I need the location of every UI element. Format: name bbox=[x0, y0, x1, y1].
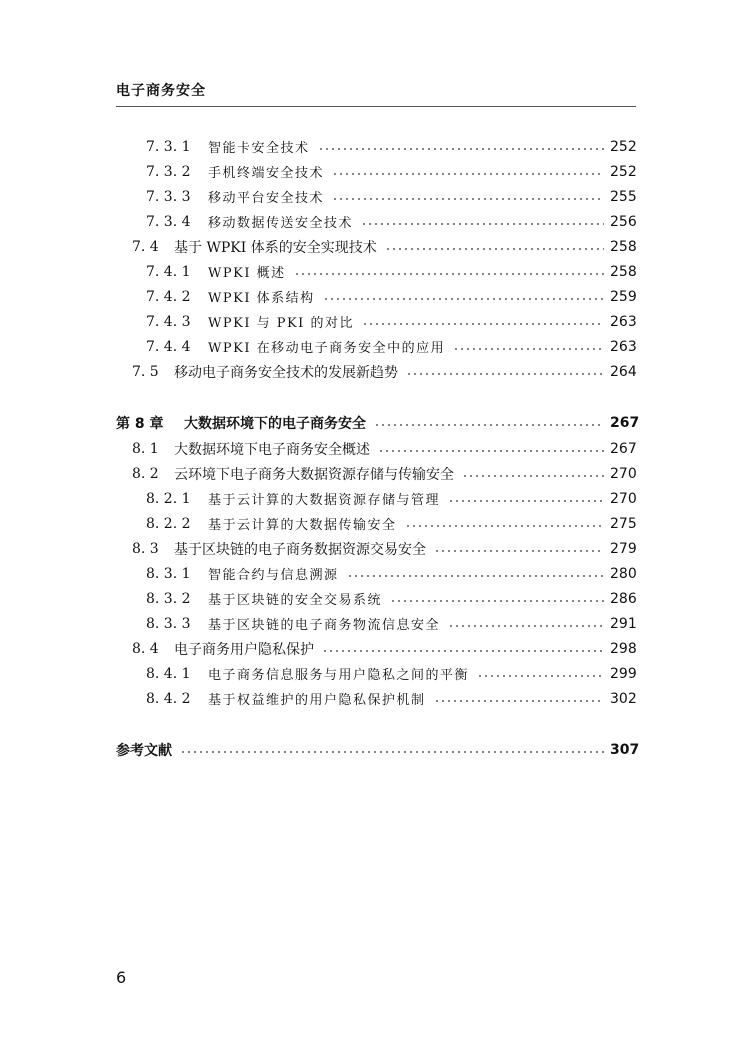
toc-number: 8. 4. 2 bbox=[146, 690, 191, 707]
toc-entry-8-2[interactable] bbox=[116, 461, 636, 486]
toc-entry-8-1[interactable] bbox=[116, 436, 636, 461]
dot-leader bbox=[378, 450, 604, 452]
toc-entry-8-3-1[interactable] bbox=[116, 561, 636, 586]
toc-page: 252 bbox=[610, 163, 637, 180]
toc-page: 258 bbox=[610, 238, 637, 255]
toc-title: 云环境下电子商务大数据资源存储与传输安全 bbox=[174, 466, 454, 483]
toc-number: 8. 2. 2 bbox=[146, 515, 191, 532]
toc-number: 8. 3 bbox=[132, 540, 159, 557]
toc-entry-8-2-2[interactable] bbox=[116, 511, 636, 536]
toc-entry-7-3-4[interactable] bbox=[116, 209, 636, 234]
toc-page: 270 bbox=[610, 490, 637, 507]
toc-number: 7. 3. 2 bbox=[146, 163, 191, 180]
toc-page: 255 bbox=[610, 188, 637, 205]
toc-page: 256 bbox=[610, 213, 637, 230]
toc-title: WPKI 在移动电子商务安全中的应用 bbox=[208, 341, 446, 356]
toc-title: 基于区块链的电子商务数据资源交易安全 bbox=[174, 541, 426, 558]
toc-number: 8. 2 bbox=[132, 465, 159, 482]
toc-title: 大数据环境下的电子商务安全 bbox=[184, 415, 366, 432]
dot-leader bbox=[406, 373, 604, 375]
dot-leader bbox=[390, 600, 604, 602]
toc-entry-7-4-2[interactable] bbox=[116, 284, 636, 309]
toc-number: 7. 4. 4 bbox=[146, 338, 191, 355]
toc-entry-7-4[interactable] bbox=[116, 234, 636, 259]
toc-number: 7. 3. 1 bbox=[146, 138, 191, 155]
toc-title: 电子商务用户隐私保护 bbox=[174, 641, 314, 658]
toc-number: 8. 1 bbox=[132, 440, 159, 457]
toc-entry-8-3[interactable] bbox=[116, 536, 636, 561]
toc-entry-8-3-3[interactable] bbox=[116, 611, 636, 636]
toc-number: 8. 2. 1 bbox=[146, 490, 191, 507]
toc-entry-7-5[interactable] bbox=[116, 359, 636, 384]
dot-leader bbox=[477, 675, 604, 677]
toc-title: 手机终端安全技术 bbox=[208, 166, 325, 181]
dot-leader bbox=[434, 550, 604, 552]
toc-entry-7-4-3[interactable] bbox=[116, 309, 636, 334]
toc-entry-8-3-2[interactable] bbox=[116, 586, 636, 611]
toc-page: 267 bbox=[610, 440, 637, 457]
toc-page: 258 bbox=[610, 263, 637, 280]
running-head: 电子商务安全 bbox=[116, 83, 206, 99]
toc-title: 大数据环境下电子商务安全概述 bbox=[174, 441, 370, 458]
toc-number: 7. 3. 3 bbox=[146, 188, 191, 205]
toc-title: 基于 WPKI 体系的安全实现技术 bbox=[174, 239, 377, 256]
dot-leader bbox=[448, 625, 604, 627]
toc-page: 275 bbox=[610, 515, 637, 532]
toc-title: WPKI 概述 bbox=[208, 266, 286, 281]
toc-page: 267 bbox=[610, 414, 640, 431]
toc-entry-8-4-1[interactable] bbox=[116, 661, 636, 686]
toc-number: 8. 3. 1 bbox=[146, 565, 191, 582]
dot-leader bbox=[405, 525, 604, 527]
toc-number: 8. 4. 1 bbox=[146, 665, 191, 682]
dot-leader bbox=[434, 700, 604, 702]
toc-title: 基于云计算的大数据传输安全 bbox=[208, 518, 397, 533]
toc-title: 移动电子商务安全技术的发展新趋势 bbox=[174, 364, 398, 381]
dot-leader bbox=[180, 751, 604, 753]
toc-entry-8-4-2[interactable] bbox=[116, 686, 636, 711]
dot-leader bbox=[332, 198, 604, 200]
dot-leader bbox=[294, 273, 604, 275]
toc-number: 8. 4 bbox=[132, 640, 159, 657]
dot-leader bbox=[374, 424, 604, 426]
toc-title: 基于权益维护的用户隐私保护机制 bbox=[208, 693, 426, 708]
toc-entry-7-4-1[interactable] bbox=[116, 259, 636, 284]
toc-title: 参考文献 bbox=[116, 742, 172, 759]
toc-entry-7-3-3[interactable] bbox=[116, 184, 636, 209]
toc-title: WPKI 与 PKI 的对比 bbox=[208, 316, 354, 331]
toc-number: 7. 4 bbox=[132, 238, 159, 255]
toc-page: 259 bbox=[610, 288, 637, 305]
dot-leader bbox=[347, 575, 604, 577]
toc-number: 7. 4. 2 bbox=[146, 288, 191, 305]
toc-entry-7-3-1[interactable] bbox=[116, 134, 636, 159]
toc-title: 基于区块链的安全交易系统 bbox=[208, 593, 383, 608]
toc-entry-7-3-2[interactable] bbox=[116, 159, 636, 184]
toc-number: 7. 4. 1 bbox=[146, 263, 191, 280]
toc-title: 移动数据传送安全技术 bbox=[208, 216, 354, 231]
toc-number: 7. 3. 4 bbox=[146, 213, 191, 230]
page-number: 6 bbox=[116, 968, 127, 987]
toc-title: 基于区块链的电子商务物流信息安全 bbox=[208, 618, 441, 633]
toc-page: 291 bbox=[610, 615, 637, 632]
toc-page: 286 bbox=[610, 590, 637, 607]
toc-page: 298 bbox=[610, 640, 637, 657]
toc-number: 8. 3. 2 bbox=[146, 590, 191, 607]
toc-entry-8-4[interactable] bbox=[116, 636, 636, 661]
toc-title: 智能合约与信息溯源 bbox=[208, 568, 339, 583]
dot-leader bbox=[332, 173, 604, 175]
header-rule bbox=[116, 106, 636, 107]
dot-leader bbox=[362, 323, 604, 325]
dot-leader bbox=[322, 650, 604, 652]
toc-title: WPKI 体系结构 bbox=[208, 291, 315, 306]
toc-chapter-8[interactable] bbox=[116, 410, 640, 435]
toc-title: 电子商务信息服务与用户隐私之间的平衡 bbox=[208, 668, 470, 683]
toc-page: 270 bbox=[610, 465, 637, 482]
toc-number: 7. 5 bbox=[132, 363, 159, 380]
toc-number: 7. 4. 3 bbox=[146, 313, 191, 330]
toc-page: 279 bbox=[610, 540, 637, 557]
toc-page: 263 bbox=[610, 338, 637, 355]
toc-page: 263 bbox=[610, 313, 637, 330]
dot-leader bbox=[462, 475, 604, 477]
toc-entry-8-2-1[interactable] bbox=[116, 486, 636, 511]
toc-title: 智能卡安全技术 bbox=[208, 141, 310, 156]
toc-page: 299 bbox=[610, 665, 637, 682]
dot-leader bbox=[318, 148, 604, 150]
toc-page: 307 bbox=[610, 741, 640, 758]
dot-leader bbox=[323, 298, 604, 300]
dot-leader bbox=[361, 223, 604, 225]
toc-page: 302 bbox=[610, 690, 637, 707]
toc-title: 移动平台安全技术 bbox=[208, 191, 325, 206]
dot-leader bbox=[385, 248, 604, 250]
dot-leader bbox=[448, 500, 604, 502]
toc-entry-7-4-4[interactable] bbox=[116, 334, 636, 359]
toc-number: 8. 3. 3 bbox=[146, 615, 191, 632]
toc-references[interactable] bbox=[116, 737, 640, 762]
toc-page: 280 bbox=[610, 565, 637, 582]
toc-page: 264 bbox=[610, 363, 637, 380]
dot-leader bbox=[453, 348, 604, 350]
toc-page: 252 bbox=[610, 138, 637, 155]
toc-number: 第 8 章 bbox=[116, 415, 164, 432]
toc-title: 基于云计算的大数据资源存储与管理 bbox=[208, 493, 441, 508]
